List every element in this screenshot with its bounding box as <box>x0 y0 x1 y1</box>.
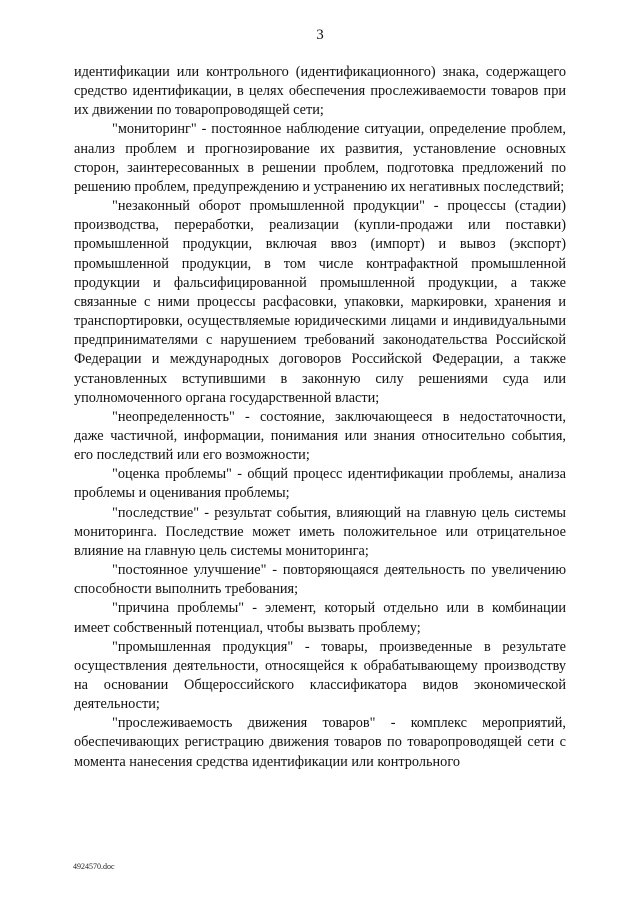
definition-uncertainty: "неопределенность" - состояние, заключающееся в недостаточности, даже частичной, информации, понимания или знания относительно события, его последствий или его возможности; <box>74 408 566 464</box>
paragraph-continuation: идентификации или контрольного (идентификационного) знака, содержащего средство идентификации, в целях обеспечения прослеживаемости товаров при их движении по товаропроводящей сети; <box>74 64 566 119</box>
definition-industrial-products: "промышленная продукция" - товары, произведенные в результате осуществления деятельности, относящейся к обрабатывающему производству на основании Общероссийского классификатора видов экономической деятельности; <box>74 638 566 713</box>
footer-doc-id: 4924570.doc <box>73 862 115 871</box>
definition-continuous-improvement: "постоянное улучшение" - повторяющаяся деятельность по увеличению способности выполнить требования; <box>74 562 566 598</box>
definition-problem-cause: "причина проблемы" - элемент, который отдельно или в комбинации имеет собственный потенциал, чтобы вызвать проблему; <box>74 600 566 636</box>
definition-illegal-turnover: "незаконный оборот промышленной продукции" - процессы (стадии) производства, переработки, реализации (купли-продажи или поставки) промышленной продукции, включая ввоз (импорт) и вывоз (экспорт) промышленной продукции, в том числе контрафактной промышленной продукции и фальсифицированной промышленной продукции, а также связанные с ними процессы расфасовки, упаковки, маркировки, хранения и транспортировки, осуществляемые юридическими лицами и индивидуальными предпринимателями с нарушением требований законодательства Российской Федерации и международных договоров Российской Федерации, а также установленных вступившими в законную силу решениями суда или уполномоченного органа государственной власти; <box>74 198 566 406</box>
page-number: 3 <box>316 27 324 43</box>
definition-problem-assessment: "оценка проблемы" - общий процесс идентификации проблемы, анализа проблемы и оценивания проблемы; <box>74 466 566 502</box>
definition-monitoring: "мониторинг" - постоянное наблюдение ситуации, определение проблем, анализ проблем и прогнозирование их развития, установление основных сторон, заинтересованных в решении проблем, подготовка предложений по решению проблем, предупреждению и устранению их негативных последствий; <box>74 121 566 195</box>
definition-traceability: "прослеживаемость движения товаров" - комплекс мероприятий, обеспечивающих регистрацию движения товаров по товаропроводящей сети с момента нанесения средства идентификации или контрольного <box>74 715 566 770</box>
definition-consequence: "последствие" - результат события, влияющий на главную цель системы мониторинга. Последствие может иметь положительное или отрицательное влияние на главную цель системы мониторинга; <box>74 504 566 559</box>
document-body <box>74 63 566 772</box>
